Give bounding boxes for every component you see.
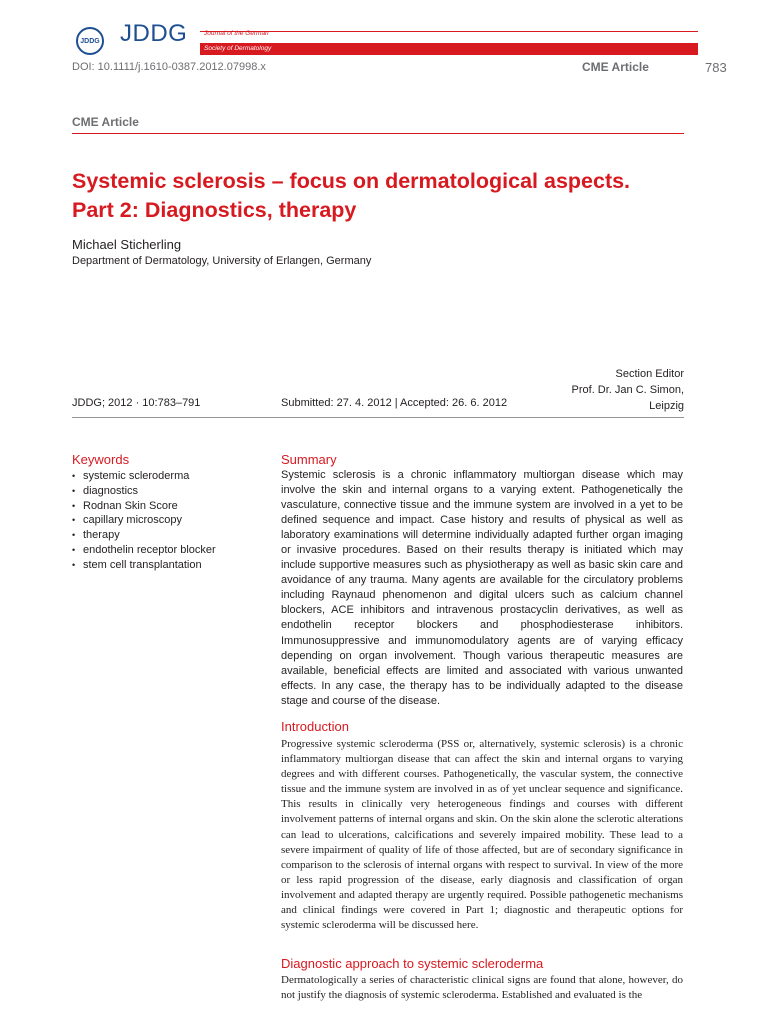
keyword-item: • diagnostics xyxy=(72,484,216,499)
keyword-item: • therapy xyxy=(72,528,216,543)
submission-dates: Submitted: 27. 4. 2012 | Accepted: 26. 6. 2012 xyxy=(281,397,508,409)
running-header-type: CME Article xyxy=(582,60,649,74)
section-editor-city: Leipzig xyxy=(649,400,684,412)
introduction-text: Progressive systemic scleroderma (PSS or, alternatively, systemic sclerosis) is a chronic inflammatory multiorgan disease that can affect the skin and internal organs to varying degrees and with different courses. Pathogenetically, the vascular system, the connective tissue and the immune system are involved in as of yet unclear sequence and significance. This results in clinically very heterogeneous findings and courses with different involvement patterns of internal organs and skin. On the skin alone the sclerotic alterations can lead to ulcerations, calcifications and severely impaired mobility. These lead to a severe impairment of quality of life of those affected, but are of secondary significance in comparison to the sclerosis of internal organs with respect to survival. In view of the more or less rapid progression of the disease, early diagnosis and classification of organ involvement and adapted therapy are urgently required. Possible pathogenetic mechanisms and clinical findings were covered in Part 1; diagnostic and therapeutic options for systemic scleroderma will be discussed here. xyxy=(281,738,683,932)
journal-fullname-line1: Journal of the German xyxy=(204,30,269,37)
header-band-outline xyxy=(200,31,698,41)
title-line-2: Part 2: Diagnostics, therapy xyxy=(72,198,357,222)
keyword-item: • systemic scleroderma xyxy=(72,469,216,484)
logo-mark-text: JDDG xyxy=(80,37,100,45)
title-line-1: Systemic sclerosis – focus on dermatological aspects. xyxy=(72,169,631,193)
summary-heading: Summary xyxy=(281,452,337,467)
section-editor xyxy=(572,366,684,414)
header-band-red xyxy=(200,43,698,55)
page-number: 783 xyxy=(705,60,727,75)
keyword-item: • capillary microscopy xyxy=(72,513,216,528)
divider xyxy=(72,417,684,418)
keywords-heading: Keywords xyxy=(72,452,130,467)
keyword-item: • Rodnan Skin Score xyxy=(72,499,216,514)
section-editor-name: Prof. Dr. Jan C. Simon, xyxy=(571,384,684,396)
divider xyxy=(72,133,684,134)
section-editor-label: Section Editor xyxy=(615,368,684,380)
journal-fullname-line2: Society of Dermatology xyxy=(204,45,272,52)
article-title xyxy=(72,167,712,225)
introduction-heading: Introduction xyxy=(281,719,349,734)
author: Michael Sticherling xyxy=(72,237,182,252)
keywords-list xyxy=(72,469,216,573)
keyword-item: • endothelin receptor blocker xyxy=(72,543,216,558)
section-label: CME Article xyxy=(72,115,139,129)
summary-text: Systemic sclerosis is a chronic inflammatory multiorgan disease which may involve the skin and internal organs to a varying extent. Pathogenetically the vasculature, connective tissue and the immune system are involved in a yet to be defined sequence and impact. Case history and results of physical as well as laboratory examinations will determine individually adapted further organ imaging or invasive procedures. Based on their results therapy is initiated which may include supportive measures such as physiotherapy as well as basic skin care and avoidance of any trauma. Many agents are available for the circulatory problems including Raynaud phenomenon and digital ulcers such as calcium channel blockers, ACE inhibitors and intravenous prostacyclin derivatives, as well as endothelin receptor blockers and phosphodiesterase inhibitors. Immunosuppressive and immunomodulatory agents are of varying efficacy depending on organ involvement. Though various therapeutic measures are available, beneficial effects are limited and associated with various unwanted effects. In any case, the therapy has to be individually adapted to the disease stage and course of the disease. xyxy=(281,469,683,707)
journal-name: JDDG xyxy=(120,20,188,47)
citation: JDDG; 2012 · 10:783–791 xyxy=(72,397,201,409)
keyword-item: • stem cell transplantation xyxy=(72,558,216,573)
journal-logo-icon xyxy=(76,27,104,55)
diagnostic-text: Dermatologically a series of characteristic clinical signs are found that alone, however, do not justify the diagnosis of systemic scleroderma. Established and evaluated is the xyxy=(281,974,683,1002)
diagnostic-heading: Diagnostic approach to systemic scleroderma xyxy=(281,956,544,971)
doi[interactable]: DOI: 10.1111/j.1610-0387.2012.07998.x xyxy=(72,61,266,73)
affiliation: Department of Dermatology, University of Erlangen, Germany xyxy=(72,255,372,267)
